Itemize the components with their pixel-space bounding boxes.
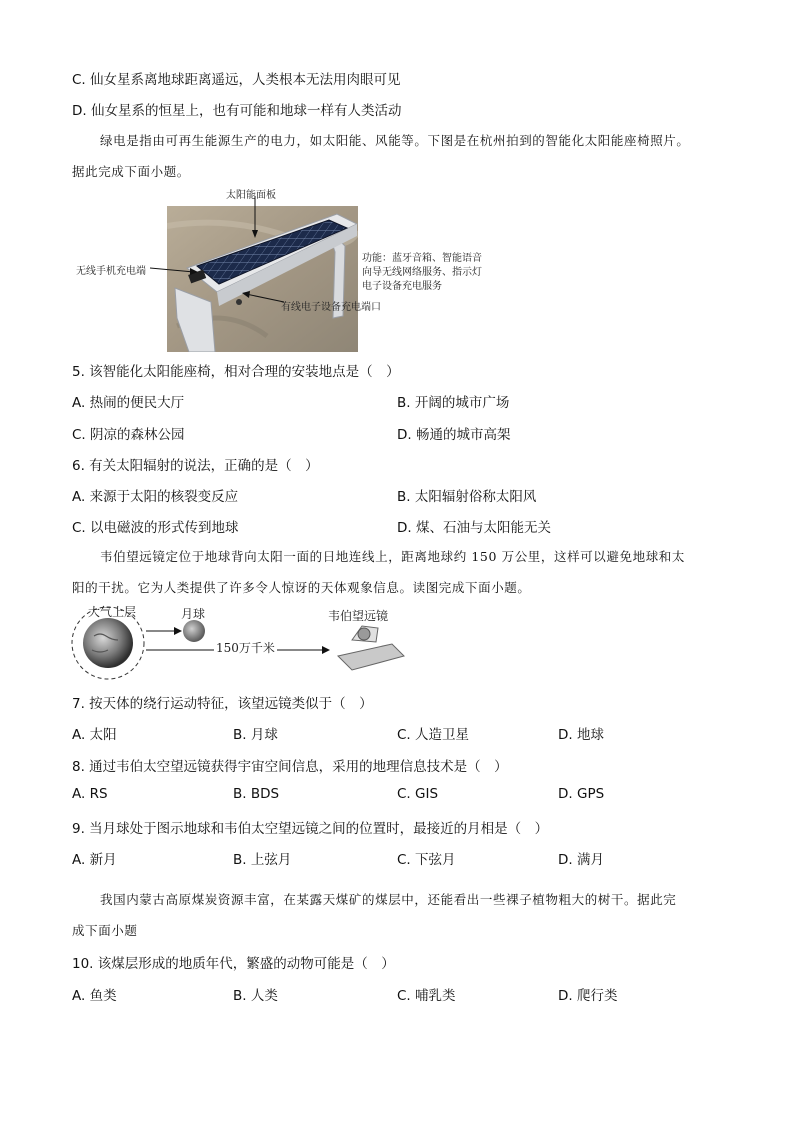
q7-stem: 7. 按天体的绕行运动特征，该望远镜类似于（ ） xyxy=(72,696,373,712)
passage3-line1: 我国内蒙古高原煤炭资源丰富，在某露天煤矿的煤层中，还能看出一些裸子植物粗大的树干。据此完 xyxy=(100,892,677,907)
q10-option-b: B. 人类 xyxy=(233,988,278,1004)
q5-stem: 5. 该智能化太阳能座椅，相对合理的安装地点是（ ） xyxy=(72,364,400,380)
passage1-line2: 据此完成下面小题。 xyxy=(72,164,190,179)
q6-option-b: B. 太阳辐射俗称太阳风 xyxy=(397,489,537,505)
q10-option-d: D. 爬行类 xyxy=(558,988,618,1004)
q8-option-a: A. RS xyxy=(72,786,108,802)
q8-option-d: D. GPS xyxy=(558,786,605,802)
q4-option-c: C. 仙女星系离地球距离遥远，人类根本无法用肉眼可见 xyxy=(72,72,401,88)
q7-option-a: A. 太阳 xyxy=(72,727,117,743)
q7-option-d: D. 地球 xyxy=(558,727,604,743)
label-wired-port: 有线电子设备充电端口 xyxy=(281,302,381,313)
passage3-line2: 成下面小题 xyxy=(72,923,138,938)
q8-option-b: B. BDS xyxy=(233,786,280,802)
passage1-line1: 绿电是指由可再生能源生产的电力，如太阳能、风能等。下图是在杭州拍到的智能化太阳能座椅照片。 xyxy=(100,133,690,148)
passage2-line1: 韦伯望远镜定位于地球背向太阳一面的日地连线上，距离地球约 150 万公里，这样可以避免地球和太 xyxy=(100,549,686,564)
passage2-line2: 阳的干扰。它为人类提供了许多令人惊讶的天体观象信息。读图完成下面小题。 xyxy=(72,580,531,595)
q4-option-d: D. 仙女星系的恒星上，也有可能和地球一样有人类活动 xyxy=(72,103,402,119)
q6-stem: 6. 有关太阳辐射的说法，正确的是（ ） xyxy=(72,458,319,474)
q9-option-a: A. 新月 xyxy=(72,852,117,868)
q7-option-b: B. 月球 xyxy=(233,727,278,743)
label-wireless-charger: 无线手机充电端 xyxy=(76,266,146,277)
label-upper-atmosphere: 大气上层 xyxy=(88,605,137,619)
wireless-pointer xyxy=(150,264,200,278)
q6-option-d: D. 煤、石油与太阳能无关 xyxy=(397,520,551,536)
label-distance: 150万千米 xyxy=(216,641,275,655)
label-solar-panel: 太阳能面板 xyxy=(226,190,276,201)
wired-pointer xyxy=(240,290,285,306)
solar-panel-pointer xyxy=(240,196,270,240)
q10-option-a: A. 鱼类 xyxy=(72,988,117,1004)
q6-option-a: A. 来源于太阳的核裂变反应 xyxy=(72,489,239,505)
q7-option-c: C. 人造卫星 xyxy=(397,727,470,743)
q5-option-b: B. 开阔的城市广场 xyxy=(397,395,510,411)
function-line2: 向导无线网络服务、指示灯 xyxy=(362,267,482,278)
q8-stem: 8. 通过韦伯太空望远镜获得宇宙空间信息，采用的地理信息技术是（ ） xyxy=(72,759,508,775)
function-line1: 功能：蓝牙音箱、智能语音 xyxy=(362,253,482,264)
q9-option-b: B. 上弦月 xyxy=(233,852,292,868)
q5-option-a: A. 热闹的便民大厅 xyxy=(72,395,185,411)
q5-option-d: D. 畅通的城市高架 xyxy=(397,427,511,443)
q10-stem: 10. 该煤层形成的地质年代，繁盛的动物可能是（ ） xyxy=(72,956,395,972)
q10-option-c: C. 哺乳类 xyxy=(397,988,456,1004)
q8-option-c: C. GIS xyxy=(397,786,439,802)
q9-stem: 9. 当月球处于图示地球和韦伯太空望远镜之间的位置时，最接近的月相是（ ） xyxy=(72,821,549,837)
q9-option-c: C. 下弦月 xyxy=(397,852,456,868)
q6-option-c: C. 以电磁波的形式传到地球 xyxy=(72,520,239,536)
label-webb-telescope: 韦伯望远镜 xyxy=(328,609,389,623)
label-moon: 月球 xyxy=(181,607,206,621)
q5-option-c: C. 阴凉的森林公园 xyxy=(72,427,185,443)
q9-option-d: D. 满月 xyxy=(558,852,604,868)
function-line3: 电子设备充电服务 xyxy=(362,281,442,292)
